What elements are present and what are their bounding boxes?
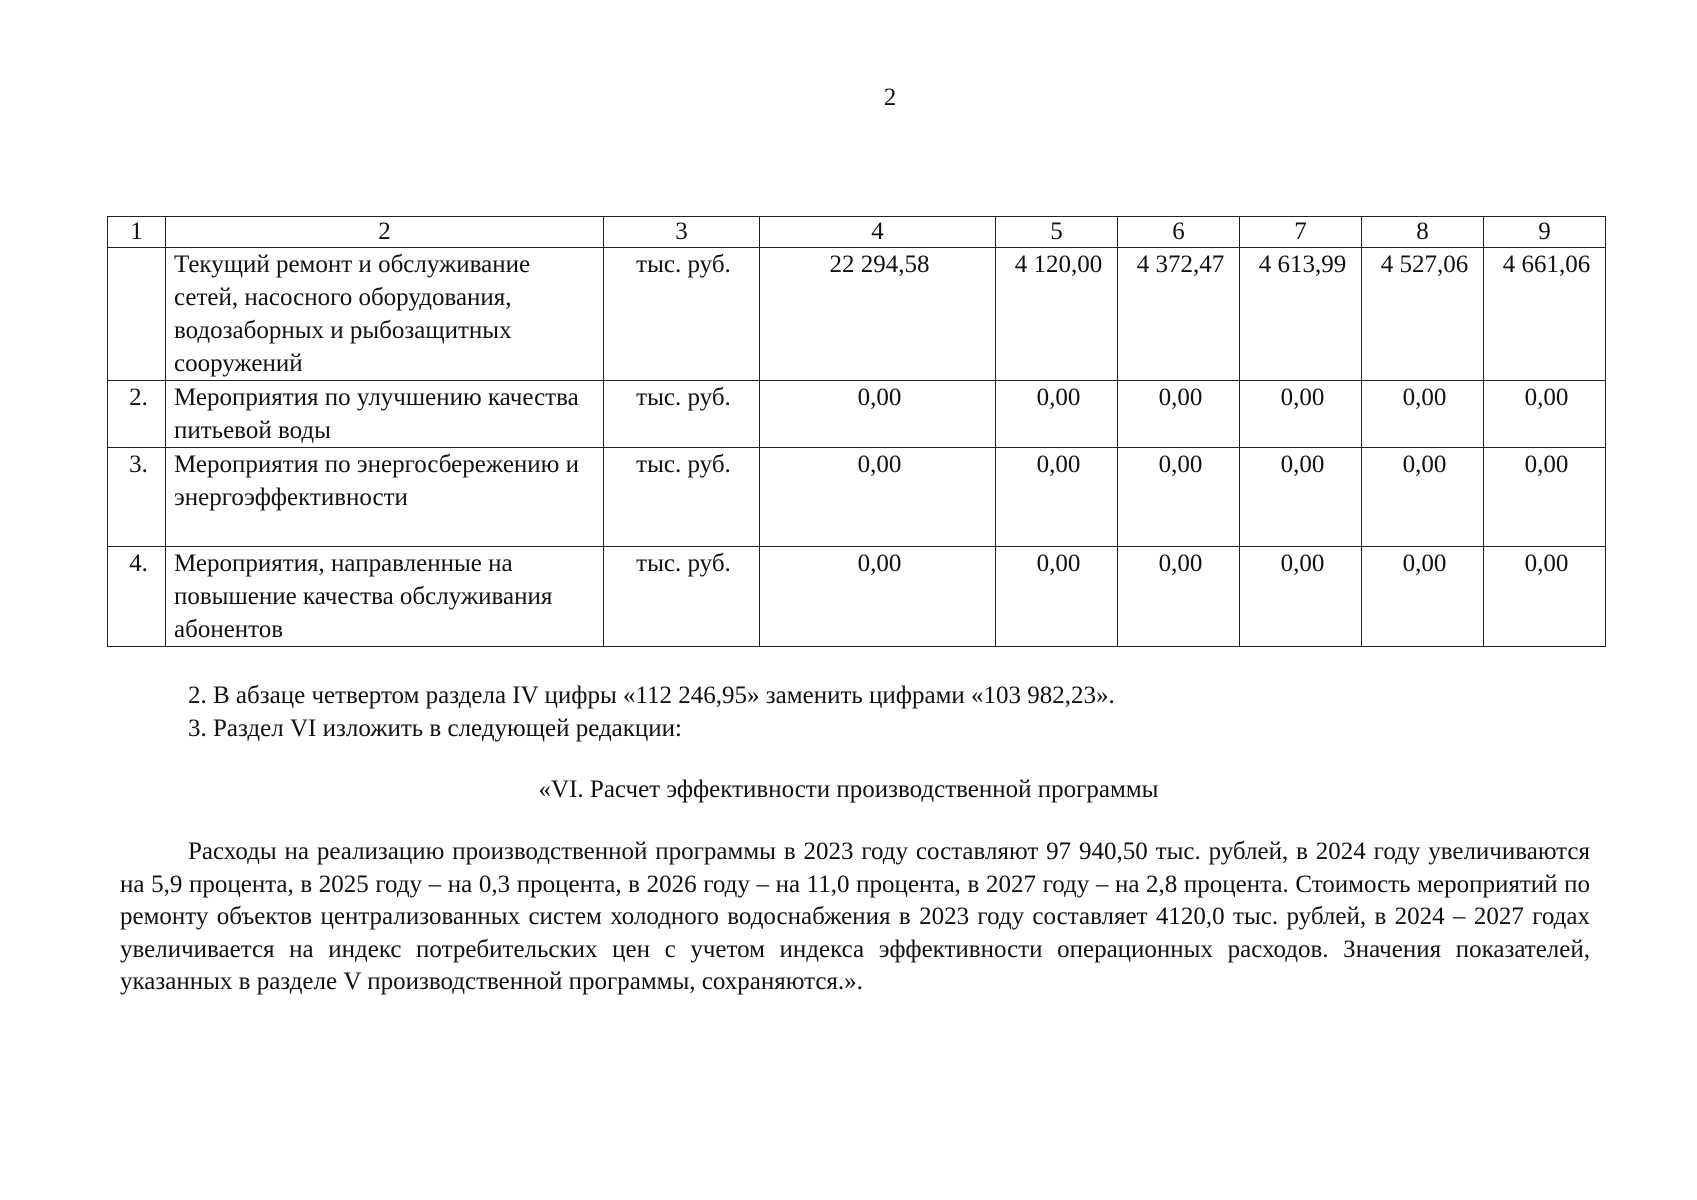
row-number: 3. — [108, 448, 166, 547]
row-value: 0,00 — [1484, 381, 1606, 448]
row-value: 4 527,06 — [1362, 248, 1484, 381]
row-unit: тыс. руб. — [604, 381, 760, 448]
column-header: 8 — [1362, 217, 1484, 248]
row-value: 0,00 — [1362, 547, 1484, 647]
table-row — [108, 448, 1606, 547]
row-value: 0,00 — [760, 547, 996, 647]
row-value: 0,00 — [996, 448, 1118, 547]
row-value: 0,00 — [1240, 381, 1362, 448]
row-value: 0,00 — [760, 448, 996, 547]
row-name: Мероприятия по улучшению качества питьевой воды — [166, 381, 604, 448]
column-header: 6 — [1118, 217, 1240, 248]
row-value: 4 120,00 — [996, 248, 1118, 381]
row-value: 0,00 — [1118, 381, 1240, 448]
column-header: 4 — [760, 217, 996, 248]
column-header: 7 — [1240, 217, 1362, 248]
row-number: 2. — [108, 381, 166, 448]
row-value: 0,00 — [1118, 448, 1240, 547]
table-row — [108, 248, 1606, 381]
paragraph-3: 3. Раздел VI изложить в следующей редакции: — [188, 715, 683, 742]
row-value: 0,00 — [1240, 547, 1362, 647]
row-value: 0,00 — [1118, 547, 1240, 647]
table-row — [108, 547, 1606, 647]
row-unit: тыс. руб. — [604, 547, 760, 647]
table-header-row — [108, 217, 1606, 248]
section-title: «VI. Расчет эффективности производственной программы — [538, 776, 1159, 803]
row-number — [108, 248, 166, 381]
row-value: 0,00 — [760, 381, 996, 448]
page-number: 2 — [883, 84, 897, 111]
column-header: 1 — [108, 217, 166, 248]
row-value: 0,00 — [1484, 547, 1606, 647]
data-table — [107, 216, 1606, 647]
row-value: 4 372,47 — [1118, 248, 1240, 381]
row-value: 0,00 — [1362, 381, 1484, 448]
row-value: 0,00 — [1484, 448, 1606, 547]
column-header: 5 — [996, 217, 1118, 248]
body-paragraph: Расходы на реализацию производственной программы в 2023 году составляют 97 940,50 тыс. рублей, в 2024 году увеличиваются на 5,9 процента, в 2025 году – на 0,3 процента, в 2026 году – на 11,0 процента, в 2027 году – на 2,8 процента. Стоимость мероприятий по ремонту объектов централизованных систем холодного водоснабжения в 2023 году составляет 4120,0 тыс. рублей, в 2024 – 2027 годах увеличивается на индекс потребительских цен с учетом индекса эффективности операционных расходов. Значения показателей, указанных в разделе V производственной программы, сохраняются.». — [120, 838, 1590, 995]
row-value: 0,00 — [1240, 448, 1362, 547]
row-value: 22 294,58 — [760, 248, 996, 381]
paragraph-2: 2. В абзаце четвертом раздела IV цифры «112 246,95» заменить цифрами «103 982,23». — [188, 682, 1115, 709]
row-value: 0,00 — [1362, 448, 1484, 547]
table-row — [108, 381, 1606, 448]
column-header: 3 — [604, 217, 760, 248]
row-unit: тыс. руб. — [604, 248, 760, 381]
row-unit: тыс. руб. — [604, 448, 760, 547]
column-header: 9 — [1484, 217, 1606, 248]
row-number: 4. — [108, 547, 166, 647]
row-value: 4 613,99 — [1240, 248, 1362, 381]
row-name: Мероприятия по энергосбережению и энергоэффективности — [166, 448, 604, 547]
row-value: 0,00 — [996, 547, 1118, 647]
column-header: 2 — [166, 217, 604, 248]
row-name: Текущий ремонт и обслуживание сетей, насосного оборудования, водозаборных и рыбозащитных сооружений — [166, 248, 604, 381]
row-name: Мероприятия, направленные на повышение качества обслуживания абонентов — [166, 547, 604, 647]
row-value: 4 661,06 — [1484, 248, 1606, 381]
row-value: 0,00 — [996, 381, 1118, 448]
